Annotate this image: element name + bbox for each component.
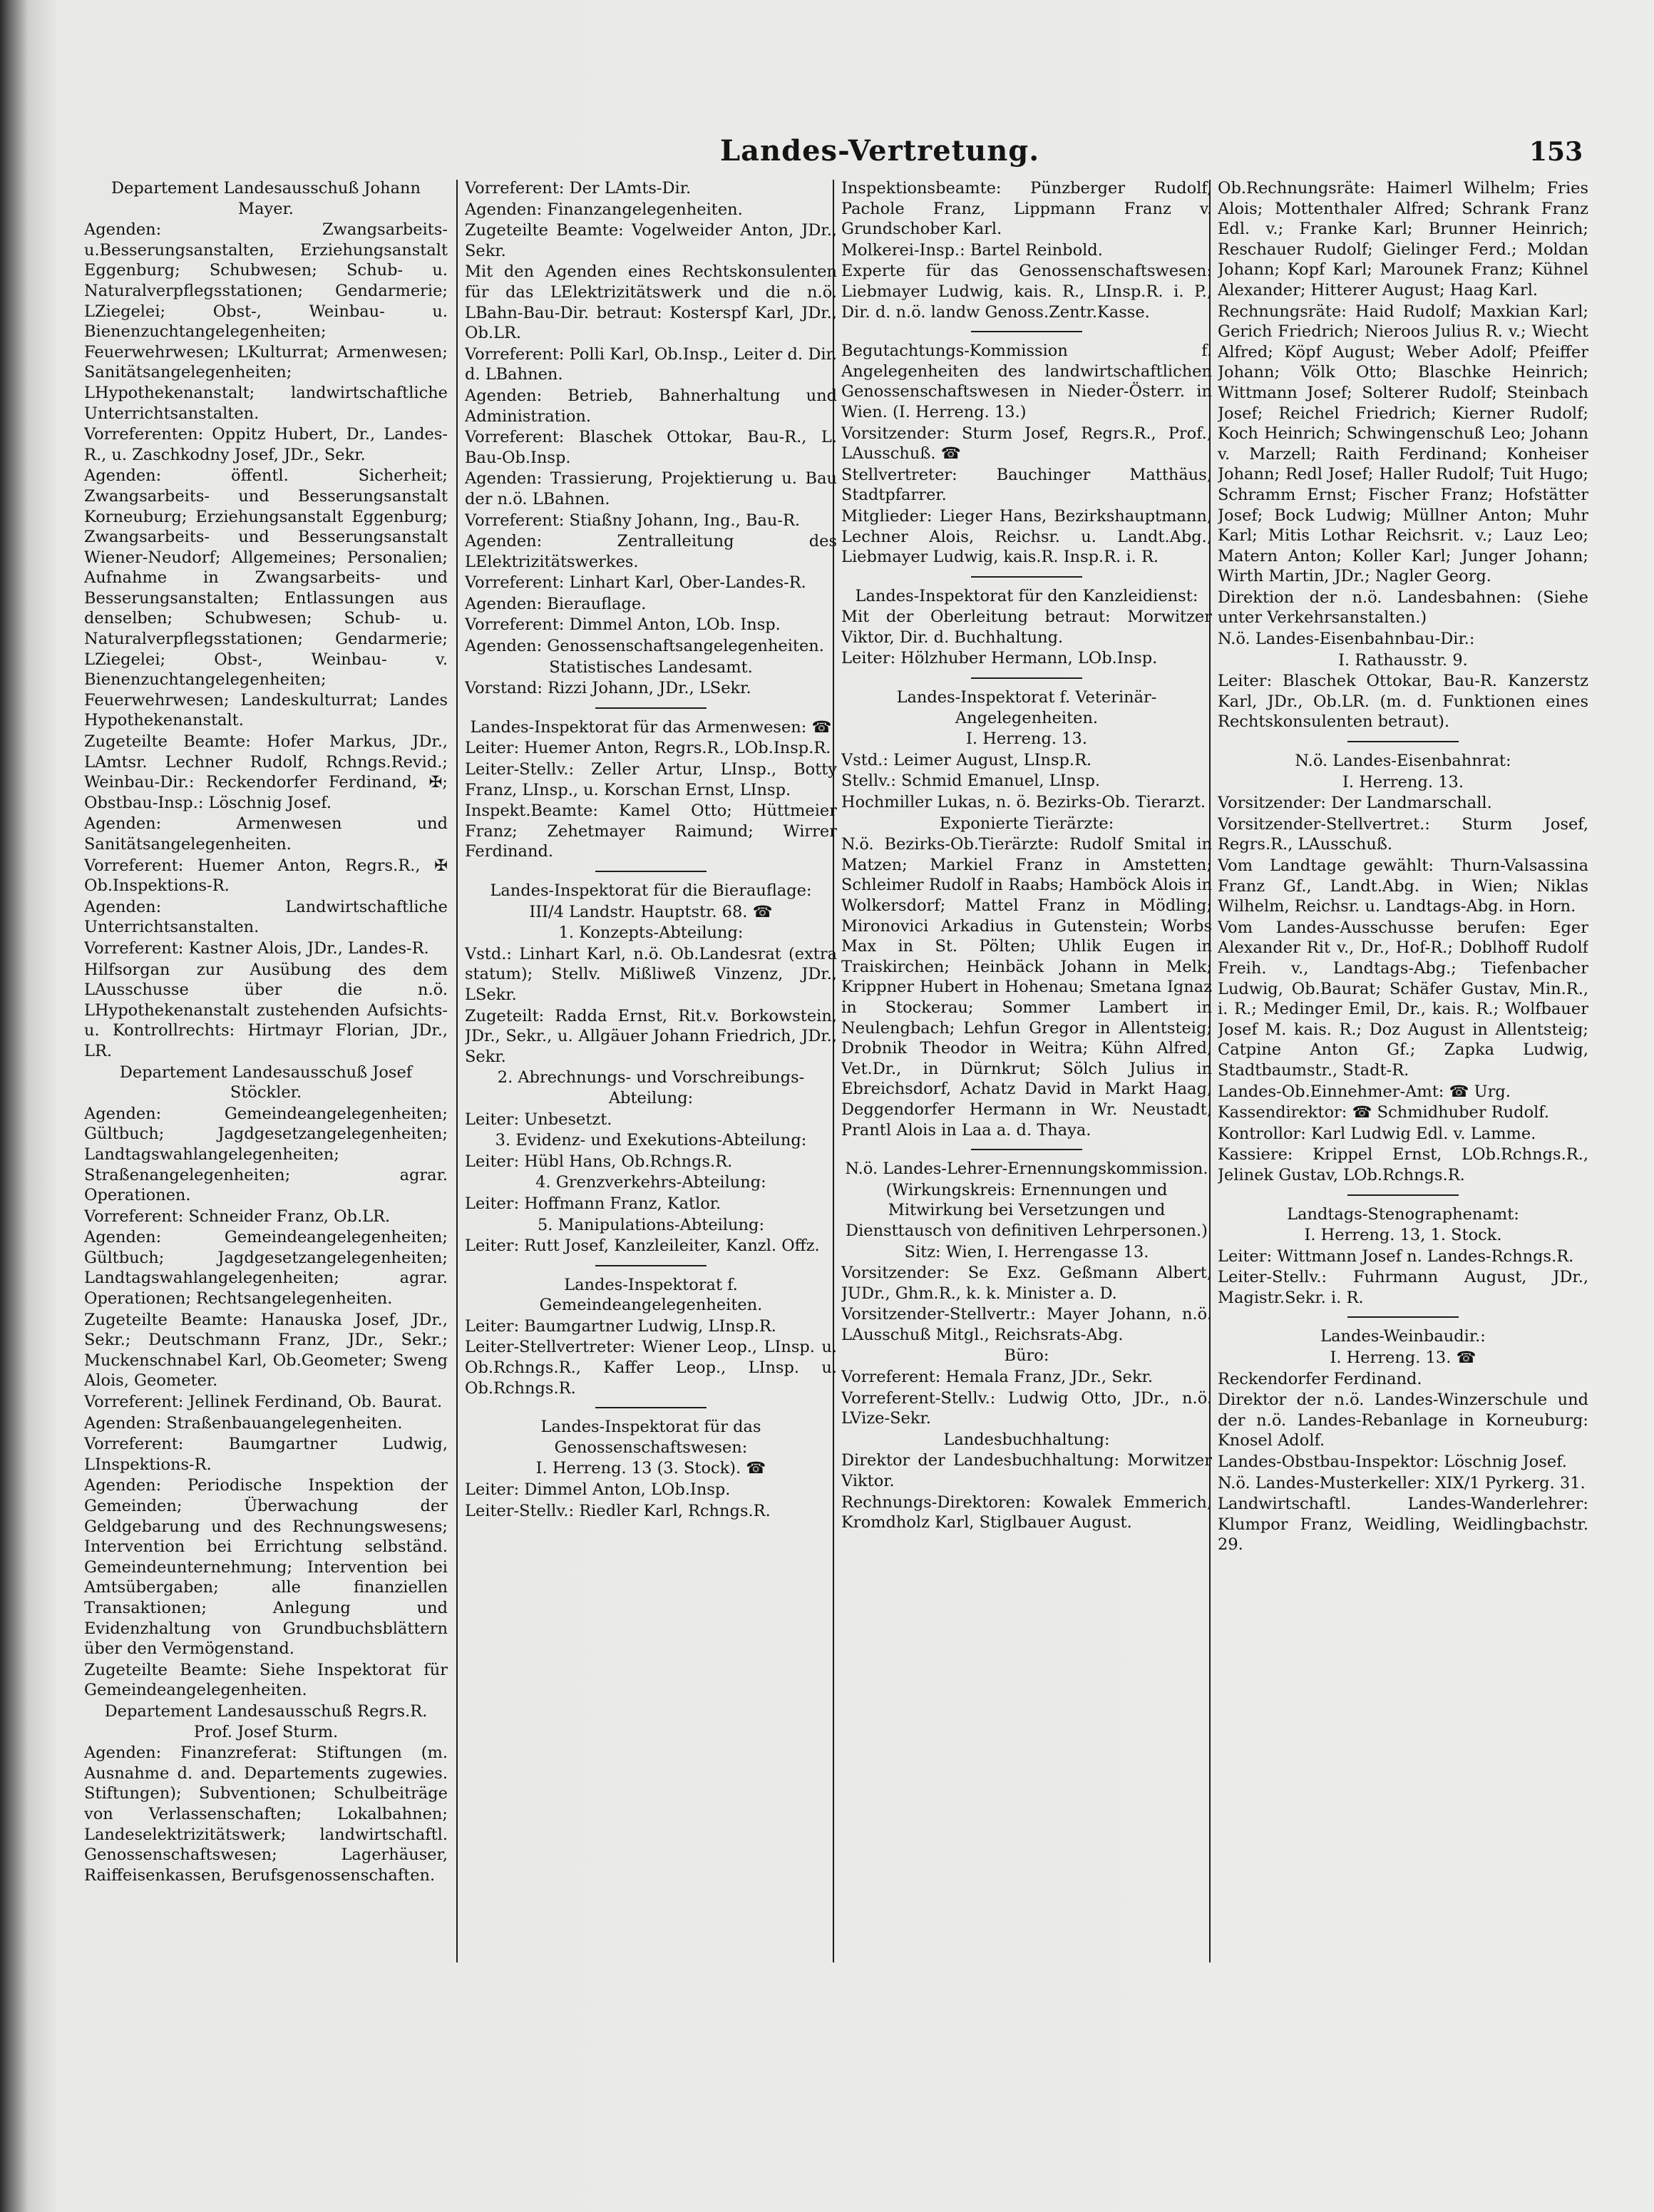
text-entry: 5. Manipulations-Abteilung: [537, 1215, 765, 1234]
text-entry: Vorsitzender: Se Exz. Geßmann Albert, JUDr., Ghm.R., k. k. Minister a. D. [841, 1264, 1212, 1303]
text-entry: Landes-Weinbaudir.: [1320, 1327, 1486, 1346]
text-entry: Vorreferent: Dimmel Anton, LOb. Insp. [465, 615, 781, 635]
text-entry: N.ö. Landes-Eisenbahnbau-Dir.: [1218, 630, 1475, 649]
text-entry: Landwirtschaftl. Landes-Wanderlehrer: Klumpor Franz, Weidling, Weidlingbachstr. 29. [1218, 1495, 1588, 1555]
text-entry: Departement Landesausschuß Johann Mayer. [111, 179, 421, 218]
text-entry: Vorsitzender: Der Landmarschall. [1218, 794, 1492, 813]
separator-rule [1347, 1316, 1459, 1318]
text-entry: Stellv.: Schmid Emanuel, LInsp. [841, 772, 1101, 791]
text-entry: Leiter: Baumgartner Ludwig, LInsp.R. [465, 1316, 776, 1336]
text-entry: Direktion der n.ö. Landesbahnen: (Siehe unter Verkehrsanstalten.) [1218, 588, 1588, 628]
text-entry: Vorreferenten: Oppitz Hubert, Dr., Landes-R., u. Zaschkodny Josef, JDr., Sekr. [84, 425, 448, 464]
text-entry: Vorreferent: Blaschek Ottokar, Bau-R., L. Bau-Ob.Insp. [465, 428, 837, 467]
separator-rule [1347, 1194, 1459, 1196]
text-entry: I. Herreng. 13. [966, 729, 1087, 749]
text-entry: Landes-Obstbau-Inspektor: Löschnig Josef. [1218, 1453, 1567, 1472]
text-entry: Zugeteilte Beamte: Siehe Inspektorat für Gemeindeangelegenheiten. [84, 1660, 448, 1700]
text-entry: Kassendirektor: ☎ Schmidhuber Rudolf. [1218, 1103, 1549, 1122]
text-entry: Leiter: Blaschek Ottokar, Bau-R. Kanzerstz Karl, JDr., Ob.LR. (m. d. Funktionen eines Rechtskonsulenten betraut). [1218, 672, 1588, 732]
text-entry: Vorsitzender-Stellvertret.: Sturm Josef, Regrs.R., LAusschuß. [1218, 814, 1588, 854]
text-entry: (Wirkungskreis: Ernennungen und Mitwirkung bei Versetzungen und Diensttausch von definitiven Lehrpersonen.) [846, 1180, 1208, 1240]
text-entry: I. Herreng. 13, 1. Stock. [1304, 1226, 1502, 1245]
text-entry: Vorsitzender: Sturm Josef, Regrs.R., Prof., LAusschuß. ☎ [841, 424, 1212, 464]
text-entry: Zugeteilte Beamte: Hofer Markus, JDr., LAmtsr. Lechner Rudolf, Rchngs.Revid.; Weinbau-Dir.: Reckendorfer Ferdinand, ✠; Obstbau-Insp.: Löschnig Josef. [84, 732, 448, 812]
text-entry: I. Herreng. 13. ☎ [1330, 1348, 1476, 1368]
text-entry: Statistisches Landesamt. [549, 657, 753, 677]
text-entry: 2. Abrechnungs- und Vorschreibungs-Abteilung: [497, 1068, 805, 1107]
text-entry: Vom Landes-Ausschusse berufen: Eger Alexander Rit v., Dr., Hof-R.; Doblhoff Rudolf Freih. v., Landtags-Abg.; Tiefenbacher Ludwig, Ob.Baurat; Schäfer Gustav, Min.R., i. R.; Medinger Emil, Dr., kais. R.; Wolfbauer Josef M. kais. R.; Doz August in Allentsteig; Catpine Anton Gf.; Zapka Ludwig, Stadtbaumstr., Stadt-R. [1218, 918, 1588, 1080]
text-entry: Agenden: Betrieb, Bahnerhaltung und Administration. [465, 386, 837, 426]
text-entry: Agenden: Bierauflage. [465, 594, 647, 613]
text-entry: Agenden: Armenwesen und Sanitätsangelegenheiten. [84, 814, 448, 854]
separator-rule [971, 576, 1082, 578]
text-entry: N.ö. Bezirks-Ob.Tierärzte: Rudolf Smital in Matzen; Markiel Franz in Amstetten; Schleimer Rudolf in Raabs; Hamböck Alois in Wolkersdorf; Mattel Franz in Mödling; Mironovici Arkadius in Gutenstein; Worbs Max in St. Pölten; Uhlik Eugen in Traiskirchen; Heinbäck Johann in Melk; Krippner Hubert in Hohenau; Smetana Ignaz in Stockerau; Sommer Lambert in Neulengbach; Lehfun Gregor in Allentsteig; Drobnik Theodor in Weitra; Kühn Alfred, Vet.Dr., in Dürnkrut; Sölch Julius in Ebreichsdorf, Achatz David in Markt Haag, Deggendorfer Hermann in Wr. Neustadt, Prantl Alois in Laa a. d. Thaya. [841, 835, 1212, 1140]
text-entry: Inspekt.Beamte: Kamel Otto; Hüttmeier Franz; Zehetmayer Raimund; Wirrer Ferdinand. [465, 802, 837, 861]
text-entry: Agenden: Finanzangelegenheiten. [465, 200, 743, 219]
text-entry: Vorreferent: Schneider Franz, Ob.LR. [84, 1207, 391, 1226]
text-entry: Molkerei-Insp.: Bartel Reinbold. [841, 240, 1103, 260]
text-entry: Hilfsorgan zur Ausübung des dem LAusschusse über die n.ö. LHypothekenanstalt zustehenden Aufsichts- u. Kontrollrechts: Hirtmayr Florian, JDr., LR. [84, 960, 448, 1060]
text-entry: Agenden: Gemeindeangelegenheiten; Gültbuch; Jagdgesetzangelegenheiten; Landtagswahlangelegenheiten; Straßenangelegenheiten; agrar. Operationen. [84, 1104, 448, 1205]
text-entry: Mitglieder: Lieger Hans, Bezirkshauptmann, Lechner Alois, Reichsr. u. Landt.Abg., Liebmayer Ludwig, kais.R. Insp.R. i. R. [841, 506, 1212, 567]
column-2 [465, 178, 837, 1982]
text-entry: I. Herreng. 13 (3. Stock). ☎ [535, 1459, 766, 1478]
text-entry: Departement Landesausschuß Josef Stöckler. [119, 1063, 413, 1102]
text-entry: Reckendorfer Ferdinand. [1218, 1369, 1422, 1388]
text-entry: Vstd.: Leimer August, LInsp.R. [841, 750, 1092, 769]
text-entry: Agenden: Straßenbauangelegenheiten. [84, 1413, 403, 1433]
text-entry: Landes-Ob.Einnehmer-Amt: ☎ Urg. [1218, 1082, 1511, 1101]
text-entry: Zugeteilte Beamte: Vogelweider Anton, JDr., Sekr. [465, 221, 837, 260]
text-entry: Leiter: Dimmel Anton, LOb.Insp. [465, 1480, 731, 1500]
text-entry: Departement Landesausschuß Regrs.R. Prof. Josef Sturm. [104, 1701, 428, 1741]
column-rule-1 [456, 180, 458, 1962]
text-entry: Agenden: Zwangsarbeits-u.Besserungsanstalten, Erziehungsanstalt Eggenburg; Schubwesen; Schub- u. Naturalverpflegsstationen; Gendarmerie; LZiegelei; Obst-, Weinbau- u. Bienenzuchtangelegenheiten; Feuerwehrwesen; LKulturrat; Armenwesen; Sanitätsangelegenheiten; LHypothekenanstalt; landwirtschaftliche Unterrichtsanstalten. [84, 220, 448, 423]
text-entry: Vorreferent: Kastner Alois, JDr., Landes-R. [84, 938, 429, 958]
separator-rule [595, 1407, 707, 1408]
text-entry: Inspektionsbeamte: Pünzberger Rudolf, Pachole Franz, Lippmann Franz v. Grundschober Karl. [841, 179, 1212, 239]
text-entry: I. Rathausstr. 9. [1338, 650, 1468, 670]
text-entry: Agenden: Zentralleitung des LElektrizitätswerkes. [465, 532, 837, 571]
text-entry: Landes-Inspektorat f. Gemeindeangelegenheiten. [539, 1275, 763, 1315]
text-entry: Experte für das Genossenschaftswesen: Liebmayer Ludwig, kais. R., LInsp.R. i. P., Dir. d. n.ö. landw Genoss.Zentr.Kasse. [841, 262, 1212, 322]
text-entry: Vorreferent: Jellinek Ferdinand, Ob. Baurat. [84, 1393, 443, 1412]
text-entry: Landes-Inspektorat für das Genossenschaftswesen: [540, 1418, 761, 1457]
text-entry: N.ö. Landes-Eisenbahnrat: [1295, 752, 1511, 771]
text-entry: Direktor der n.ö. Landes-Winzerschule und der n.ö. Landes-Rebanlage in Korneuburg: Knosel Adolf. [1218, 1391, 1588, 1450]
text-entry: Kontrollor: Karl Ludwig Edl. v. Lamme. [1218, 1124, 1536, 1143]
text-entry: Vorsitzender-Stellvertr.: Mayer Johann, n.ö. LAusschuß Mitgl., Reichsrats-Abg. [841, 1305, 1212, 1344]
text-entry: Leiter: Hölzhuber Hermann, LOb.Insp. [841, 649, 1158, 668]
text-entry: Ob.Rechnungsräte: Haimerl Wilhelm; Fries Alois; Mottenthaler Alfred; Schrank Franz Edl. v.; Franke Karl; Brunner Heinrich; Reschauer Rudolf; Gielinger Ferd.; Moldan Johann; Kopf Karl; Marounek Franz; Kühnel Alexander; Hitterer August; Haag Karl. [1218, 179, 1588, 299]
text-entry: Leiter: Wittmann Josef n. Landes-Rchngs.R. [1218, 1246, 1574, 1266]
text-entry: Vstd.: Linhart Karl, n.ö. Ob.Landesrat (extra statum); Stellv. Mißliweß Vinzenz, JDr., LSekr. [465, 944, 837, 1004]
column-1 [84, 178, 448, 1990]
text-entry: Landesbuchhaltung: [943, 1430, 1110, 1449]
text-entry: Vom Landtage gewählt: Thurn-Valsassina Franz Gf., Landt.Abg. in Wien; Niklas Wilhelm, Reichsr. u. Landtags-Abg. in Horn. [1218, 856, 1588, 916]
text-entry: Vorreferent: Baumgartner Ludwig, LInspektions-R. [84, 1435, 448, 1474]
text-entry: Agenden: Landwirtschaftliche Unterrichtsanstalten. [84, 897, 448, 937]
text-entry: N.ö. Landes-Lehrer-Ernennungskommission. [845, 1159, 1208, 1179]
text-entry: Agenden: Periodische Inspektion der Gemeinden; Überwachung der Geldgebarung und des Rechnungswesens; Intervention bei Errichtung selbständ. Gemeindeunternehmung; Intervention bei Amtsübergaben; alle finanziellen Transaktionen; Anlegung und Evidenzhaltung von Grundbuchsblättern über den Vermögenstand. [84, 1476, 448, 1659]
column-3 [841, 178, 1212, 1982]
separator-rule [971, 1149, 1082, 1150]
separator-rule [971, 677, 1082, 679]
text-entry: Zugeteilt: Radda Ernst, Rit.v. Borkowstein, JDr., Sekr., u. Allgäuer Johann Friedrich, JDr., Sekr. [465, 1006, 837, 1066]
text-entry: Agenden: Trassierung, Projektierung u. Bau der n.ö. LBahnen. [465, 469, 837, 508]
text-entry: Zugeteilte Beamte: Hanauska Josef, JDr., Sekr.; Deutschmann Franz, JDr., Sekr.; Muckenschnabel Karl, Ob.Geometer; Sweng Alois, Geometer. [84, 1310, 448, 1391]
text-entry: Agenden: öffentl. Sicherheit; Zwangsarbeits- und Besserungsanstalt Korneuburg; Erziehungsanstalt Eggenburg; Zwangsarbeits- und Besserungsanstalt Wiener-Neudorf; Allgemeines; Personalien; Aufnahme in Zwangsarbeits- und Besserungsanstalten; Entlassungen aus denselben; Schubwesen; Schub- u. Naturalverpflegsstationen; Gendarmerie; LZiegelei; Obst-, Weinbau- v. Bienenzuchtangelegenheiten; Feuerwehrwesen; Landeskulturrat; Landes Hypothekenanstalt. [84, 466, 448, 730]
text-entry: I. Herreng. 13. [1342, 772, 1464, 792]
text-entry: N.ö. Landes-Musterkeller: XIX/1 Pyrkerg. 31. [1218, 1473, 1586, 1492]
text-entry: Vorreferent: Der LAmts-Dir. [465, 179, 692, 198]
text-entry: 3. Evidenz- und Exekutions-Abteilung: [495, 1131, 807, 1150]
separator-rule [1347, 741, 1459, 742]
text-entry: Landtags-Stenographenamt: [1287, 1204, 1519, 1224]
text-entry: Direktor der Landesbuchhaltung: Morwitzer Viktor. [841, 1451, 1212, 1491]
text-entry: Vorreferent: Stiaßny Johann, Ing., Bau-R. [465, 511, 801, 530]
text-entry: Hochmiller Lukas, n. ö. Bezirks-Ob. Tierarzt. [841, 793, 1206, 812]
text-entry: Leiter-Stellv.: Riedler Karl, Rchngs.R. [465, 1501, 771, 1520]
text-entry: Büro: [1004, 1346, 1049, 1366]
text-entry: Landes-Inspektorat für die Bierauflage: [490, 881, 812, 900]
page-header [0, 134, 1654, 184]
separator-rule [595, 707, 707, 709]
text-entry: Vorstand: Rizzi Johann, JDr., LSekr. [465, 679, 751, 698]
text-entry: Leiter-Stellvertreter: Wiener Leop., LInsp. u. Ob.Rchngs.R., Kaffer Leop., LInsp. u. Ob.Rchngs.R. [465, 1338, 837, 1398]
text-entry: Begutachtungs-Kommission f. Angelegenheiten des landwirtschaftlichen Genossenschaftswesen in Nieder-Österr. in Wien. (I. Herreng. 13.) [841, 342, 1212, 421]
text-entry: Leiter-Stellv.: Fuhrmann August, JDr., Magistr.Sekr. i. R. [1218, 1268, 1588, 1307]
text-entry: Leiter: Hübl Hans, Ob.Rchngs.R. [465, 1152, 733, 1171]
text-entry: Vorreferent: Linhart Karl, Ober-Landes-R. [465, 573, 806, 593]
text-entry: Stellvertreter: Bauchinger Matthäus, Stadtpfarrer. [841, 465, 1212, 505]
text-entry: Landes-Inspektorat f. Veterinär-Angelegenheiten. [896, 688, 1157, 727]
text-entry: Agenden: Genossenschaftsangelegenheiten. [465, 637, 824, 656]
text-entry: Kassiere: Krippel Ernst, LOb.Rchngs.R., Jelinek Gustav, LOb.Rchngs.R. [1218, 1145, 1588, 1184]
text-entry: 4. Grenzverkehrs-Abteilung: [535, 1173, 766, 1192]
text-entry: Leiter: Huemer Anton, Regrs.R., LOb.Insp.R. [465, 739, 831, 758]
text-entry: III/4 Landstr. Hauptstr. 68. ☎ [529, 902, 773, 921]
text-entry: Vorreferent-Stellv.: Ludwig Otto, JDr., n.ö. LVize-Sekr. [841, 1388, 1212, 1428]
text-entry: Leiter-Stellv.: Zeller Artur, LInsp., Botty Franz, LInsp., u. Korschan Ernst, LInsp. [465, 760, 837, 799]
text-entry: Agenden: Finanzreferat: Stiftungen (m. Ausnahme d. and. Departements zugewies. Stiftungen); Subventionen; Schulbeiträge von Verlassenschaften; Lokalbahnen; Landeselektrizitätswerk; landwirtschaftl. Genossenschaftswesen; Lagerhäuser, Raiffeisenkassen, Berufsgenossenschaften. [84, 1744, 448, 1885]
text-entry: Leiter: Hoffmann Franz, Katlor. [465, 1194, 721, 1213]
text-entry: Landes-Inspektorat für den Kanzleidienst: [855, 586, 1198, 605]
separator-rule [595, 1265, 707, 1266]
text-entry: Vorreferent: Hemala Franz, JDr., Sekr. [841, 1368, 1154, 1387]
text-entry: Sitz: Wien, I. Herrengasse 13. [904, 1242, 1149, 1261]
text-entry: Leiter: Unbesetzt. [465, 1110, 612, 1129]
text-entry: Mit den Agenden eines Rechtskonsulenten für das LElektrizitätswerk und die n.ö. LBahn-Bau-Dir. betraut: Kosterspf Karl, JDr., Ob.LR. [465, 262, 837, 343]
text-entry: Exponierte Tierärzte: [939, 814, 1114, 833]
text-entry: 1. Konzepts-Abteilung: [558, 923, 744, 943]
text-entry: Rechnungsräte: Haid Rudolf; Maxkian Karl; Gerich Friedrich; Nieroos Julius R. v.; Wiecht Alfred; Köpf August; Weber Adolf; Pfeiffer Johann; Völk Otto; Blaschke Heinrich; Wittmann Josef; Solterer Rudolf; Steinbach Josef; Reichel Friedrich; Kierner Rudolf; Koch Heinrich; Schwingenschuß Leo; Johann v. Marzell; Raith Ferdinand; Konheiser Johann; Redl Josef; Haller Rudolf; Tuit Hugo; Schramm Ernst; Fischer Franz; Hofstätter Josef; Bock Ludwig; Müllner Anton; Muhr Karl; Mitis Lothar Reichsrit. v.; Lauz Leo; Matern Anton; Koller Karl; Junger Johann; Wirth Martin, JDr.; Nagler Georg. [1218, 302, 1588, 586]
page-title: Landes-Vertretung. [720, 134, 1040, 168]
separator-rule [595, 871, 707, 872]
text-entry: Agenden: Gemeindeangelegenheiten; Gültbuch; Jagdgesetzangelegenheiten; Landtagswahlangelegenheiten; agrar. Operationen; Rechtsangelegenheiten. [84, 1228, 448, 1309]
text-entry: Mit der Oberleitung betraut: Morwitzer Viktor, Dir. d. Buchhaltung. [841, 608, 1212, 647]
text-entry: Leiter: Rutt Josef, Kanzleileiter, Kanzl. Offz. [465, 1236, 820, 1256]
page-number: 153 [1529, 137, 1583, 167]
text-entry: Vorreferent: Huemer Anton, Regrs.R., ✠ Ob.Inspektions-R. [84, 856, 448, 896]
text-entry: Vorreferent: Polli Karl, Ob.Insp., Leiter d. Dir. d. LBahnen. [465, 344, 837, 384]
text-entry: Rechnungs-Direktoren: Kowalek Emmerich, Kromdholz Karl, Stiglbauer August. [841, 1492, 1212, 1532]
separator-rule [971, 331, 1082, 332]
text-entry: Landes-Inspektorat für das Armenwesen: ☎ [470, 717, 832, 737]
column-4 [1218, 178, 1588, 1982]
